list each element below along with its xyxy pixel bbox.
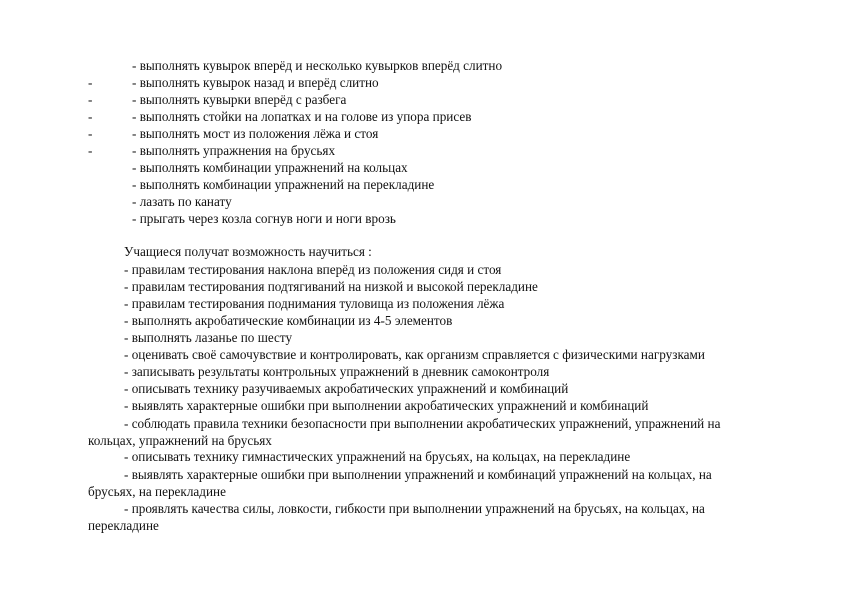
list-item: - правилам тестирования подтягиваний на низкой и высокой перекладине	[124, 279, 538, 294]
list-item: - правилам тестирования наклона вперёд из положения сидя и стоя	[124, 262, 502, 277]
margin-dash: -	[88, 75, 93, 90]
section-heading: Учащиеся получат возможность научиться :	[124, 244, 372, 259]
list-item-wrapped: - соблюдать правила техники безопасности при выполнении акробатических упражнений, упражнений на кольцах, упражнений на брусьях	[88, 416, 721, 448]
list-item: - прыгать через козла согнув ноги и ноги врозь	[132, 211, 396, 226]
margin-dash: -	[88, 92, 93, 107]
list-item: - записывать результаты контрольных упражнений в дневник самоконтроля	[124, 364, 550, 379]
list-item: - выполнять стойки на лопатках и на голове из упора присев	[132, 109, 472, 124]
list-item: - выполнять акробатические комбинации из 4-5 элементов	[124, 313, 453, 328]
list-item: - выполнять мост из положения лёжа и стоя	[132, 126, 379, 141]
margin-dash: -	[88, 126, 93, 141]
list-item: - выполнять кувырки вперёд с разбега	[132, 92, 347, 107]
list-item: - выполнять лазанье по шесту	[124, 330, 293, 345]
list-item: - выполнять упражнения на брусьях	[132, 143, 336, 158]
list-item: - выявлять характерные ошибки при выполнении акробатических упражнений и комбинаций	[124, 398, 649, 413]
list-item: - описывать технику разучиваемых акробатических упражнений и комбинаций	[124, 381, 569, 396]
list-item: - выполнять кувырок вперёд и несколько кувырков вперёд слитно	[132, 58, 503, 73]
list-item: - выполнять кувырок назад и вперёд слитно	[132, 75, 379, 90]
list-item-wrapped: - проявлять качества силы, ловкости, гибкости при выполнении упражнений на брусьях, на кольцах, на перекладине	[88, 501, 705, 533]
list-item: - выполнять комбинации упражнений на перекладине	[132, 177, 435, 192]
list-item: - лазать по канату	[132, 194, 232, 209]
list-item: - выполнять комбинации упражнений на кольцах	[132, 160, 408, 175]
margin-dash: -	[88, 109, 93, 124]
list-item: - описывать технику гимнастических упражнений на брусьях, на кольцах, на перекладине	[124, 449, 631, 464]
margin-dash: -	[88, 143, 93, 158]
list-item: - правилам тестирования поднимания туловища из положения лёжа	[124, 296, 505, 311]
list-item-wrapped: - выявлять характерные ошибки при выполнении упражнений и комбинаций упражнений на кольцах, на брусьях, на перекладине	[88, 467, 712, 499]
list-item: - оценивать своё самочувствие и контролировать, как организм справляется с физическими нагрузками	[124, 347, 705, 362]
